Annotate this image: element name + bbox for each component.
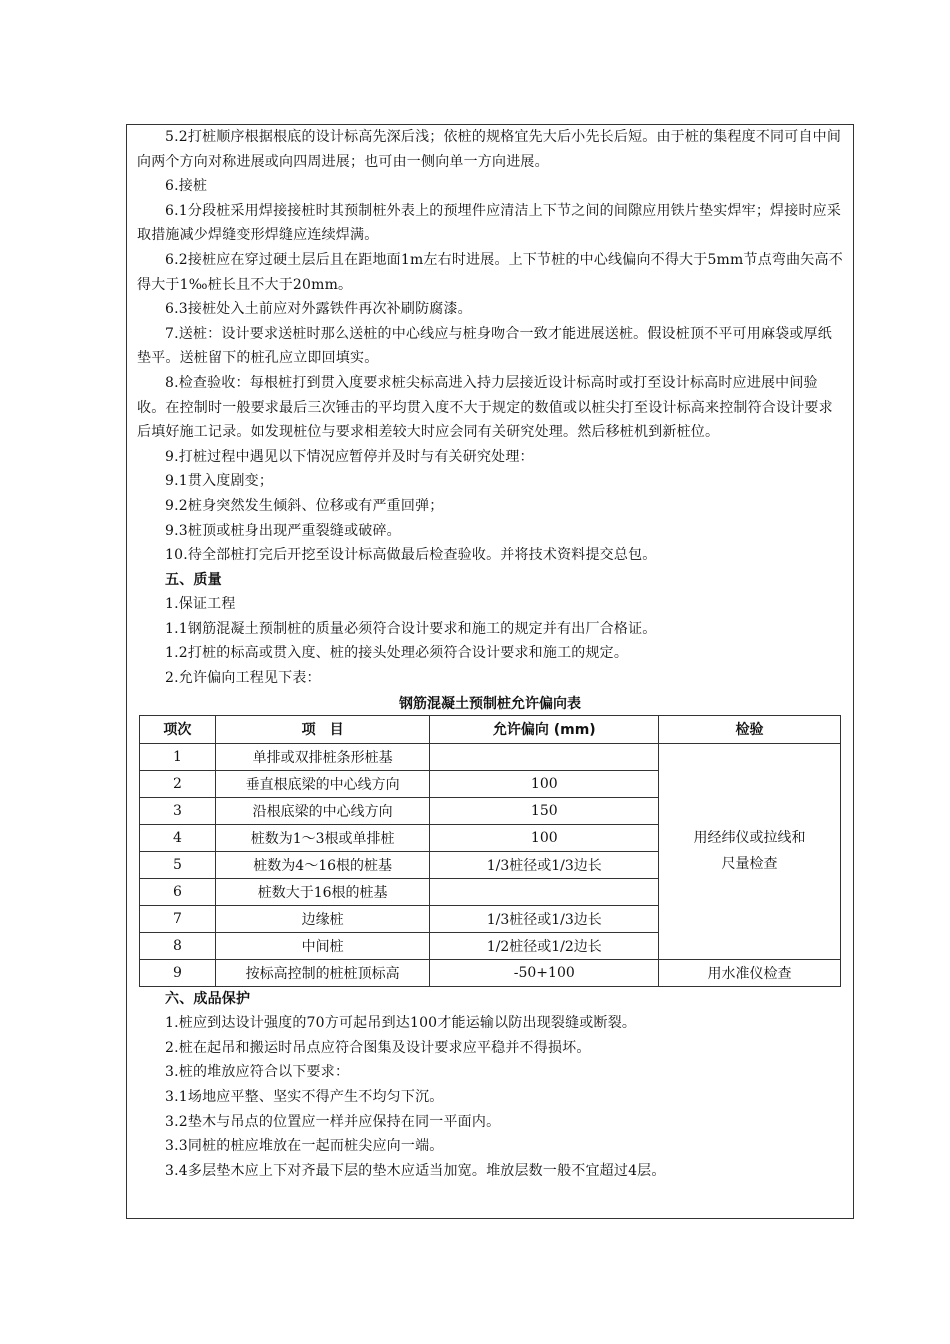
header-method: 检验 [659, 715, 841, 743]
paragraph-7: 7.送桩：设计要求送桩时那么送桩的中心线应与桩身吻合一致才能进展送桩。假设桩顶不平可用麻袋或厚纸垫平。送桩留下的桩孔应立即回填实。 [137, 325, 832, 367]
quality-item: 1.1钢筋混凝土预制桩的质量必须符合设计要求和施工的规定并有出厂合格证。 [165, 620, 657, 637]
cell-no: 4 [140, 824, 216, 851]
paragraph-6-1: 6.1分段桩采用焊接接桩时其预制桩外表上的预埋件应清洁上下节之间的间隙应用铁片垫实焊牢；焊接时应采取措施减少焊缝变形焊缝应连续焊满。 [137, 202, 842, 244]
cell-no: 7 [140, 905, 216, 932]
cell-deviation [430, 743, 659, 770]
deviation-table [139, 715, 841, 987]
header-item: 项 目 [215, 715, 430, 743]
cell-deviation: 1/3桩径或1/3边长 [430, 905, 659, 932]
cell-item: 桩数为4～16根的桩基 [215, 851, 430, 878]
protection-item: 2.桩在起吊和搬运时吊点应符合图集及设计要求应平稳并不得损坏。 [165, 1039, 591, 1056]
cell-deviation: 100 [430, 824, 659, 851]
cell-no: 6 [140, 878, 216, 905]
cell-item: 边缘桩 [215, 905, 430, 932]
paragraph-8: 8.检查验收：每根桩打到贯入度要求桩尖标高进入持力层接近设计标高时或打至设计标高时应进展中间验收。在控制时一般要求最后三次锤击的平均贯入度不大于规定的数值或以桩尖打至设计标高来控制符合设计要求后填好施工记录。如发现桩位与要求相差较大时应会同有关研究处理。然后移桩机到新桩位。 [137, 374, 833, 441]
cell-deviation [430, 878, 659, 905]
paragraph-5-2: 5.2打桩顺序根据根底的设计标高先深后浅；依桩的规格宜先大后小先长后短。由于桩的集程度不同可自中间向两个方向对称进展或向四周进展；也可由一侧向单一方向进展。 [137, 129, 842, 170]
cell-method-merged [659, 743, 841, 959]
cell-no: 8 [140, 932, 216, 959]
protection-item: 3.2垫木与吊点的位置应一样并应保持在同一平面内。 [165, 1113, 501, 1130]
document-frame [126, 124, 854, 1219]
section-heading-quality: 五、质量 [165, 571, 222, 588]
quality-item: 1.2打桩的标高或贯入度、桩的接头处理必须符合设计要求和施工的规定。 [165, 645, 629, 662]
cell-method-last: 用水准仪检查 [659, 959, 841, 986]
paragraph-6-3: 6.3接桩处入土前应对外露铁件再次补刷防腐漆。 [165, 301, 472, 318]
cell-item: 桩数大于16根的桩基 [215, 878, 430, 905]
table-row [140, 959, 841, 986]
paragraph-6: 6.接桩 [165, 178, 208, 195]
table-header-row [140, 715, 841, 743]
method-text: 用经纬仪或拉线和尺量检查 [693, 830, 806, 873]
paragraph-9: 9.打桩过程中遇见以下情况应暂停并及时与有关研究处理： [165, 448, 534, 465]
cell-item: 垂直根底梁的中心线方向 [215, 770, 430, 797]
cell-item: 桩数为1～3根或单排桩 [215, 824, 430, 851]
quality-item: 1.保证工程 [165, 596, 236, 613]
cell-deviation: 1/2桩径或1/2边长 [430, 932, 659, 959]
protection-item: 3.桩的堆放应符合以下要求： [165, 1064, 350, 1081]
paragraph-10: 10.待全部桩打完后开挖至设计标高做最后检查验收。并将技术资料提交总包。 [165, 547, 657, 564]
protection-item: 1.桩应到达设计强度的70方可起吊到达100才能运输以防出现裂缝或断裂。 [165, 1015, 637, 1032]
section-heading-protection: 六、成品保护 [165, 990, 251, 1007]
document-content [137, 125, 843, 1183]
cell-no: 3 [140, 797, 216, 824]
cell-item: 单排或双排桩条形桩基 [215, 743, 430, 770]
cell-item: 中间桩 [215, 932, 430, 959]
cell-deviation: 100 [430, 770, 659, 797]
quality-item: 2.允许偏向工程见下表： [165, 670, 321, 687]
cell-no: 9 [140, 959, 216, 986]
table-title: 钢筋混凝土预制桩允许偏向表 [399, 695, 581, 712]
protection-item: 3.4多层垫木应上下对齐最下层的垫木应适当加宽。堆放层数一般不宜超过4层。 [165, 1162, 666, 1179]
paragraph-6-2: 6.2接桩应在穿过硬土层后且在距地面1m左右时进展。上下节桩的中心线偏向不得大于5mm节点弯曲矢高不得大于1‰桩长且不大于20mm。 [137, 251, 843, 293]
cell-no: 1 [140, 743, 216, 770]
table-row [140, 743, 841, 770]
header-deviation: 允许偏向 (mm) [430, 715, 659, 743]
protection-item: 3.3同桩的桩应堆放在一起而桩尖应向一端。 [165, 1138, 444, 1155]
cell-deviation: -50+100 [430, 959, 659, 986]
paragraph-9-1: 9.1贯入度剧变； [165, 473, 274, 490]
cell-item: 按标高控制的桩桩顶标高 [215, 959, 430, 986]
cell-item: 沿根底梁的中心线方向 [215, 797, 430, 824]
cell-no: 2 [140, 770, 216, 797]
paragraph-9-2: 9.2桩身突然发生倾斜、位移或有严重回弹； [165, 497, 444, 514]
protection-item: 3.1场地应平整、坚实不得产生不均匀下沉。 [165, 1089, 444, 1106]
cell-deviation: 1/3桩径或1/3边长 [430, 851, 659, 878]
cell-deviation: 150 [430, 797, 659, 824]
header-no: 项次 [140, 715, 216, 743]
cell-no: 5 [140, 851, 216, 878]
paragraph-9-3: 9.3桩顶或桩身出现严重裂缝或破碎。 [165, 522, 401, 539]
